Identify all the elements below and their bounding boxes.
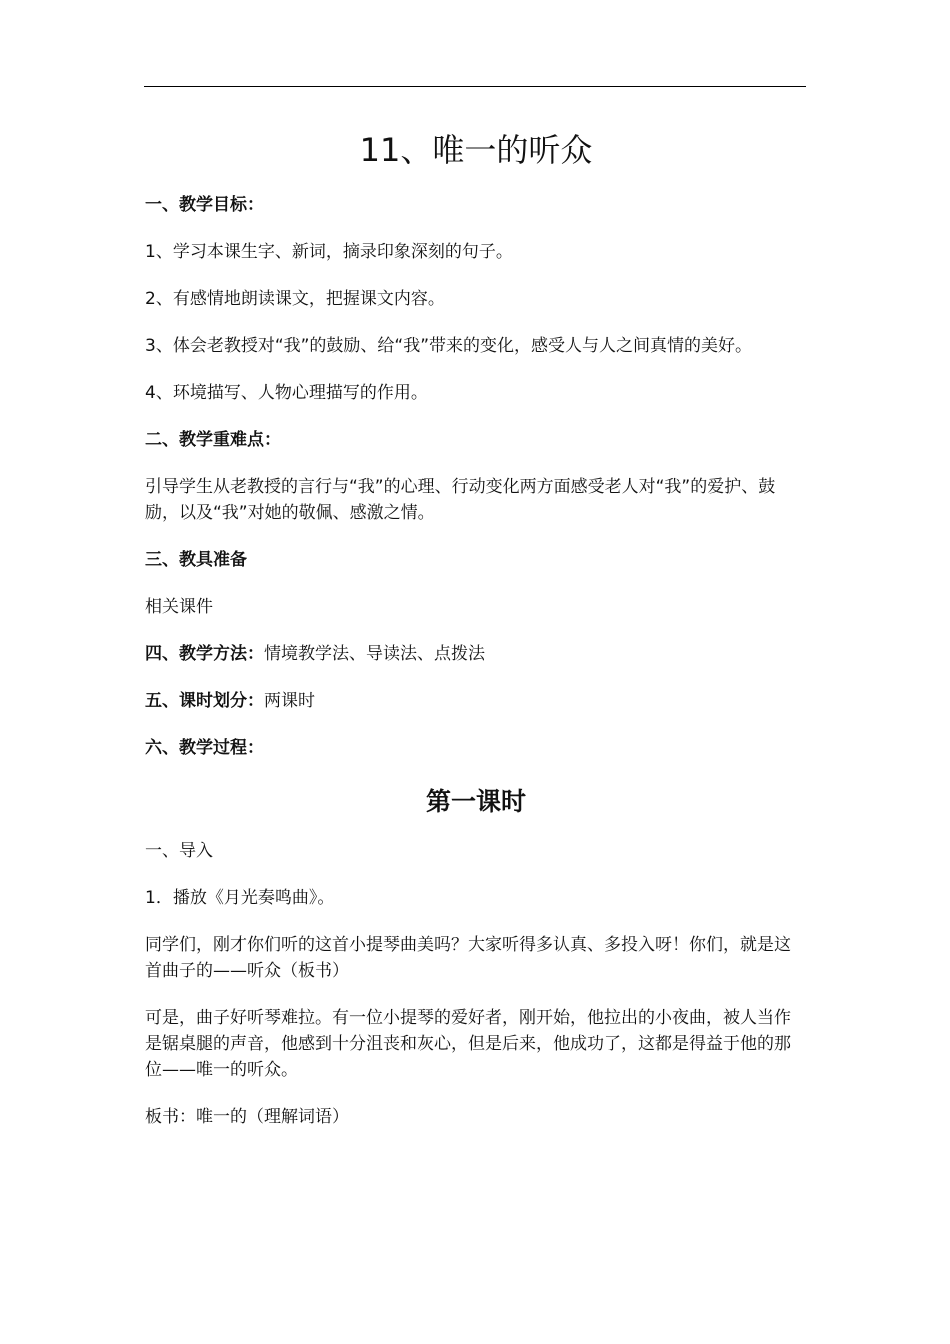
methods-label: 四、教学方法： [145,644,264,664]
goal-item-4: 4、环境描写、人物心理描写的作用。 [145,383,428,403]
periods-label: 五、课时划分： [145,691,264,711]
process-heading: 六、教学过程： [145,738,264,758]
lesson-one-title: 第一课时 [425,787,526,816]
lesson-paragraph-3: 板书：唯一的（理解词语） [145,1107,349,1127]
header-rule [144,86,806,87]
key-points-text: 引导学生从老教授的言行与“我”的心理、行动变化两方面感受老人对“我”的爱护、鼓励，以及“我”对她的敬佩、感激之情。 [145,477,776,523]
methods-line [145,641,807,667]
tools-text: 相关课件 [145,597,213,617]
tools-heading: 三、教具准备 [145,550,247,570]
methods-text: 情境教学法、导读法、点拨法 [264,644,485,664]
goal-item-3: 3、体会老教授对“我”的鼓励、给“我”带来的变化，感受人与人之间真情的美好。 [145,336,753,356]
intro-heading: 一、导入 [145,841,213,861]
goal-item-1: 1、学习本课生字、新词，摘录印象深刻的句子。 [145,242,513,262]
step-1: 1．播放《月光奏鸣曲》。 [145,888,335,908]
document-title: 11、唯一的听众 [359,131,593,169]
lesson-paragraph-2: 可是，曲子好听琴难拉。有一位小提琴的爱好者，刚开始，他拉出的小夜曲，被人当作是锯桌腿的声音，他感到十分沮丧和灰心，但是后来，他成功了，这都是得益于他的那位——唯一的听众。 [145,1008,791,1080]
goal-item-2: 2、有感情地朗读课文，把握课文内容。 [145,289,445,309]
goals-heading: 一、教学目标： [145,195,264,215]
document-body [145,126,807,1151]
periods-line [145,688,807,714]
key-points-heading: 二、教学重难点： [145,430,281,450]
periods-text: 两课时 [264,691,315,711]
lesson-paragraph-1: 同学们，刚才你们听的这首小提琴曲美吗？大家听得多认真、多投入呀！你们，就是这首曲子的——听众（板书） [145,935,791,981]
